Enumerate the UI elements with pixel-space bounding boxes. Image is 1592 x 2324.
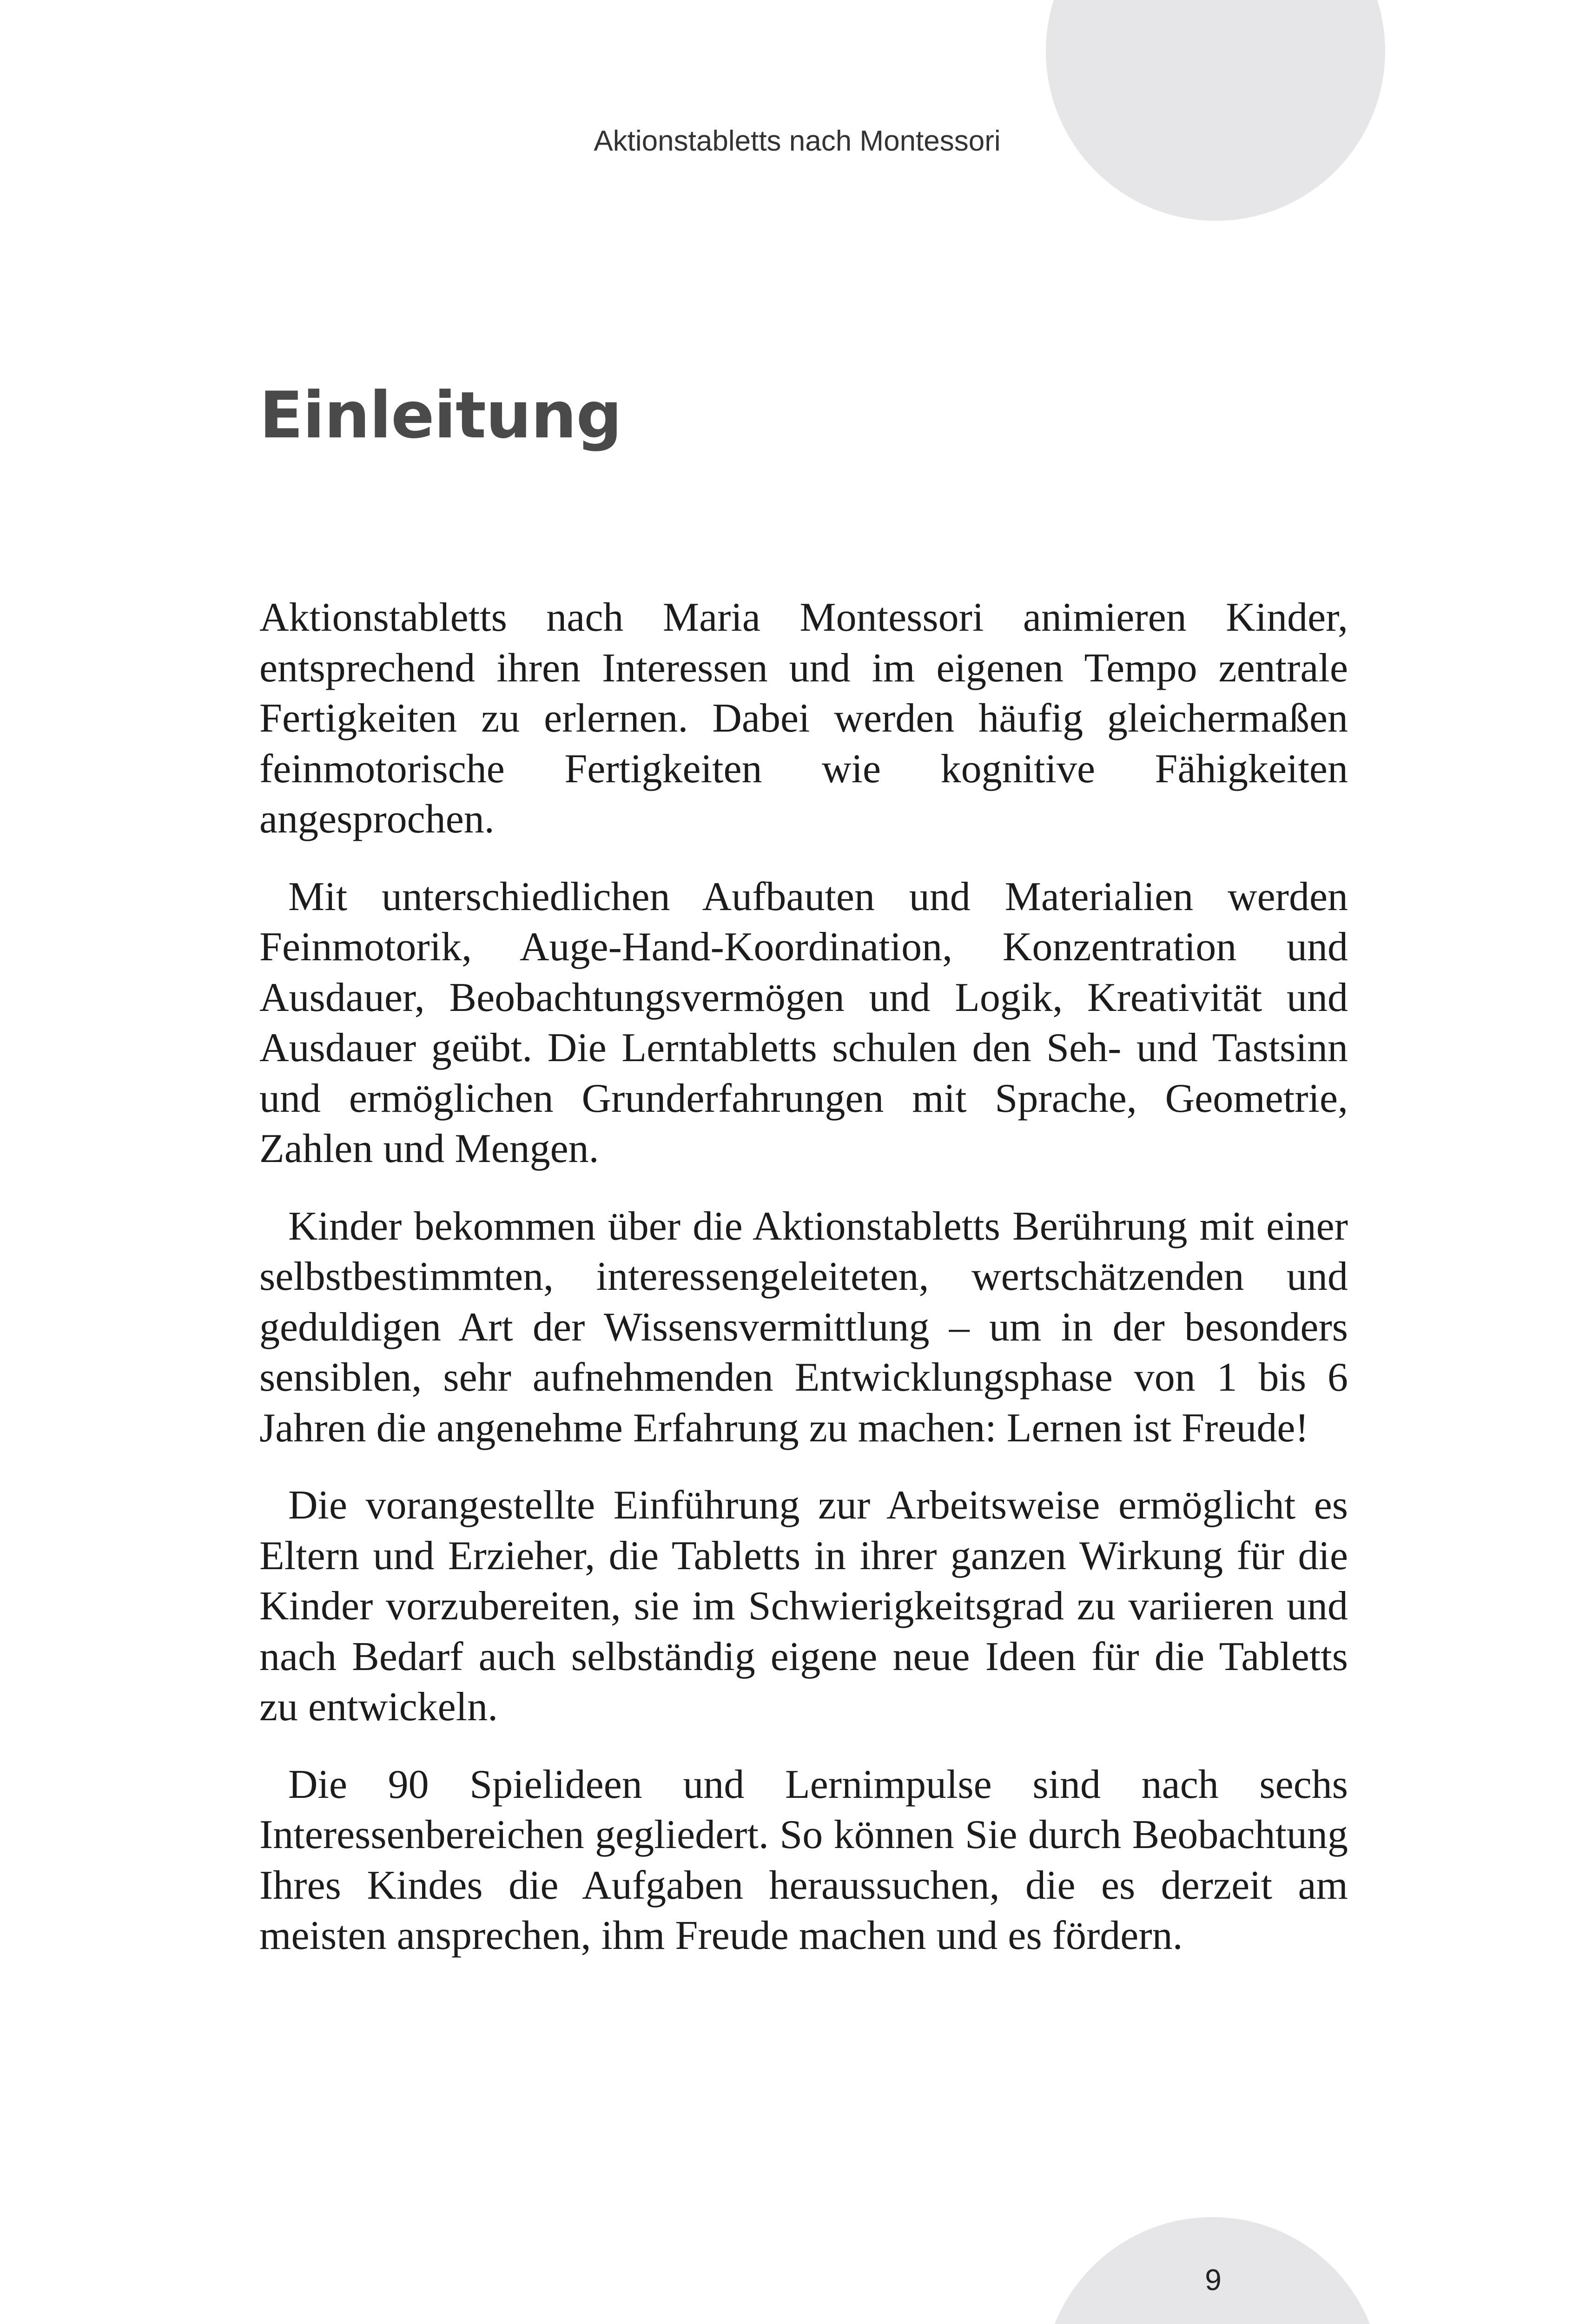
- paragraph-learning: Kinder bekommen über die Aktionstabletts Berührung mit einer selbstbestimmten, interessengeleiteten, wertschätzenden und geduldigen Art der Wissensvermittlung – um in der besonders sensiblen, sehr aufnehmenden Entwicklungsphase von 1 bis 6 Jahren die angenehme Erfahrung zu machen: Lernen ist Freude!: [259, 1203, 1348, 1451]
- body-text: [259, 593, 1348, 1988]
- paragraph-ideas: Die 90 Spielideen und Lernimpulse sind nach sechs Interessenbereichen gegliedert. So können Sie durch Beobachtung Ihres Kindes die Aufgaben heraussuchen, die es derzeit am meisten ansprechen, ihm Freude machen und es fördern.: [259, 1762, 1348, 1958]
- paragraph-introduction: Die vorangestellte Einführung zur Arbeitsweise ermöglicht es Eltern und Erzieher, die Tabletts in ihrer ganzen Wirkung für die Kinder vorzubereiten, sie im Schwierigkeitsgrad zu variieren und nach Bedarf auch selbständig eigene neue Ideen für die Tabletts zu entwickeln.: [259, 1483, 1348, 1730]
- running-header: Aktionstabletts nach Montessori: [594, 125, 1001, 157]
- page-number: 9: [1205, 2263, 1222, 2297]
- page-title: Einleitung: [259, 378, 622, 453]
- paragraph-intro: Aktionstabletts nach Maria Montessori animieren Kinder, entsprechend ihren Interessen und im eigenen Tempo zentrale Fertigkeiten zu erlernen. Dabei werden häufig gleichermaßen feinmotorische Fertigkeiten wie kognitive Fähigkeiten angesprochen.: [259, 595, 1348, 842]
- paragraph-materials: Mit unterschiedlichen Aufbauten und Materialien werden Feinmotorik, Auge-Hand-Koordination, Konzentration und Ausdauer, Beobachtungsvermögen und Logik, Kreativität und Ausdauer geübt. Die Lerntabletts schulen den Seh- und Tastsinn und ermöglichen Grunderfahrungen mit Sprache, Geometrie, Zahlen und Mengen.: [259, 874, 1348, 1171]
- decorative-circle-top: [1046, 0, 1385, 221]
